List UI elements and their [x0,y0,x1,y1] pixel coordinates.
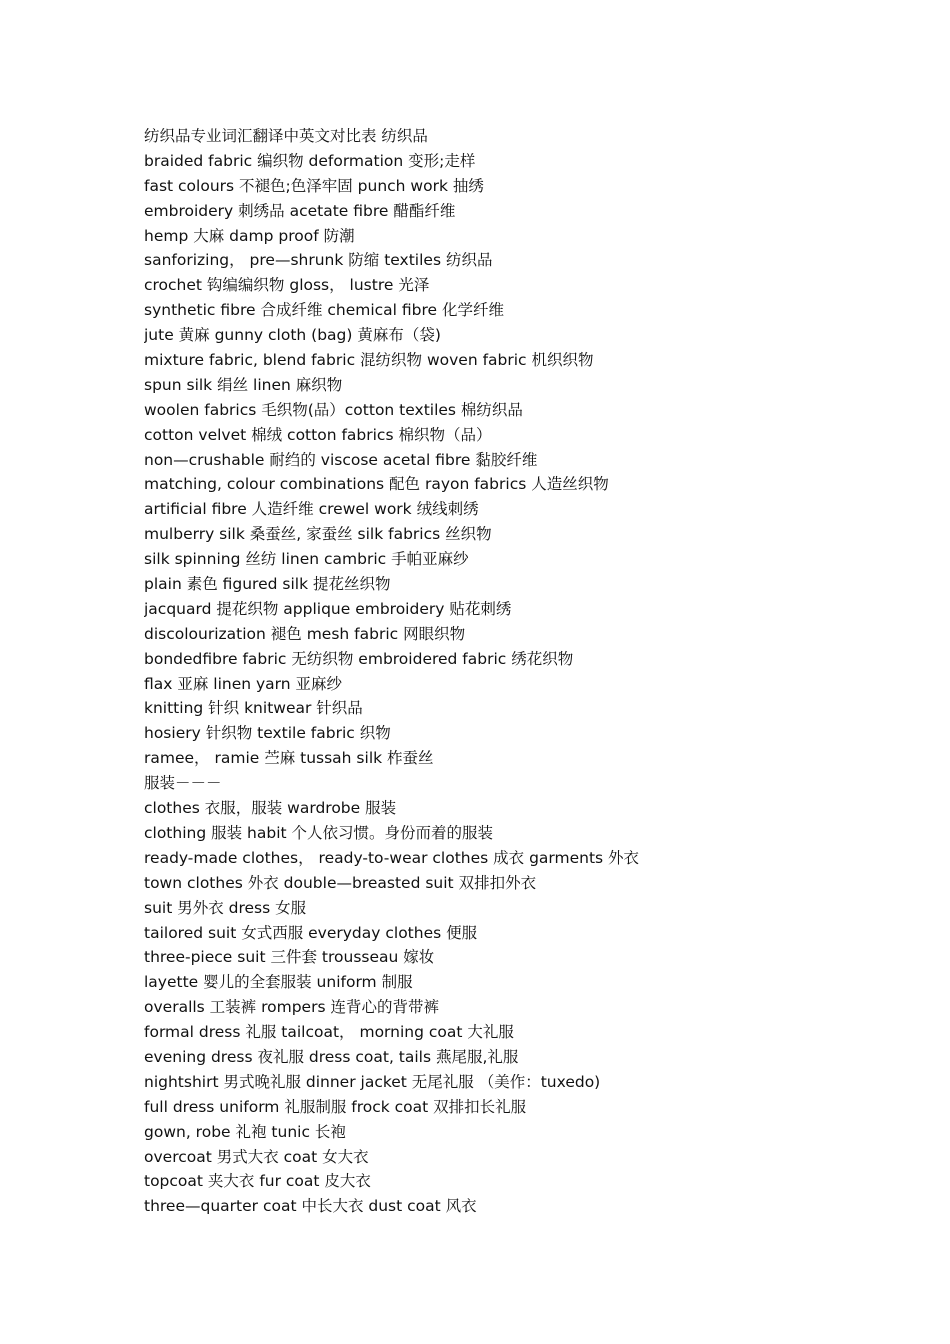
text-line: hemp 大麻 damp proof 防潮 [144,226,355,245]
text-line: silk spinning 丝纺 linen cambric 手帕亚麻纱 [144,550,469,569]
text-line: tailored suit 女式西服 everyday clothes 便服 [144,923,478,942]
text-line: artificial fibre 人造纤维 crewel work 绒线刺绣 [144,500,479,519]
text-line: clothes 衣服，服装 wardrobe 服装 [144,799,397,818]
text-line: braided fabric 编织物 deformation 变形;走样 [144,151,476,170]
text-line: woolen fabrics 毛织物(品）cotton textiles 棉纺织品 [144,400,523,419]
text-line: jacquard 提花织物 applique embroidery 贴花刺绣 [144,599,512,618]
text-line: nightshirt 男式晚礼服 dinner jacket 无尾礼服 （美作：tuxedo) [144,1072,601,1091]
text-line: synthetic fibre 合成纤维 chemical fibre 化学纤维 [144,301,505,320]
text-line: mulberry silk 桑蚕丝, 家蚕丝 silk fabrics 丝织物 [144,525,492,544]
text-line: three—quarter coat 中长大衣 dust coat 风衣 [144,1197,477,1216]
text-line: plain 素色 figured silk 提花丝织物 [144,575,391,594]
text-line: overalls 工装裤 rompers 连背心的背带裤 [144,998,439,1017]
text-line: overcoat 男式大衣 coat 女大衣 [144,1147,369,1166]
text-line: spun silk 绢丝 linen 麻织物 [144,375,343,394]
text-line: full dress uniform 礼服制服 frock coat 双排扣长礼服 [144,1097,527,1116]
text-line: topcoat 夹大衣 fur coat 皮大衣 [144,1172,371,1191]
text-line: evening dress 夜礼服 dress coat, tails 燕尾服,礼服 [144,1047,519,1066]
text-line: embroidery 刺绣品 acetate fibre 醋酯纤维 [144,201,456,220]
text-line: cotton velvet 棉绒 cotton fabrics 棉织物（品） [144,425,492,444]
text-line: sanforizing， pre—shrunk 防缩 textiles 纺织品 [144,251,493,270]
text-line: clothing 服装 habit 个人依习惯。身份而着的服装 [144,823,494,842]
text-line: ready-made clothes， ready-to-wear clothes 成衣 garments 外衣 [144,848,640,867]
text-line: flax 亚麻 linen yarn 亚麻纱 [144,674,343,693]
text-line: matching, colour combinations 配色 rayon fabrics 人造丝织物 [144,475,609,494]
text-line: hosiery 针织物 textile fabric 织物 [144,724,391,743]
text-line: suit 男外衣 dress 女服 [144,898,307,917]
text-line: jute 黄麻 gunny cloth (bag) 黄麻布（袋) [144,326,441,345]
section-heading: 服装－－－ [144,774,222,793]
text-line: ramee， ramie 苎麻 tussah silk 柞蚕丝 [144,749,434,768]
text-line: town clothes 外衣 double—breasted suit 双排扣外衣 [144,873,537,892]
text-line: layette 婴儿的全套服装 uniform 制服 [144,973,413,992]
text-line: fast colours 不褪色;色泽牢固 punch work 抽绣 [144,176,484,195]
text-line: gown, robe 礼袍 tunic 长袍 [144,1122,346,1141]
text-line: knitting 针织 knitwear 针织品 [144,699,363,718]
text-line: 纺织品专业词汇翻译中英文对比表 纺织品 [144,127,428,145]
text-line: three-piece suit 三件套 trousseau 嫁妆 [144,948,435,967]
text-line: non—crushable 耐绉的 viscose acetal fibre 黏胶纤维 [144,450,538,469]
text-line: formal dress 礼服 tailcoat， morning coat 大礼服 [144,1023,514,1042]
text-line: bondedfibre fabric 无纺织物 embroidered fabric 绣花织物 [144,649,574,668]
document-body [144,124,924,1219]
text-line: discolourization 褪色 mesh fabric 网眼织物 [144,624,466,643]
text-line: mixture fabric, blend fabric 混纺织物 woven fabric 机织织物 [144,351,594,370]
text-line: crochet 钩编编织物 gloss， lustre 光泽 [144,276,430,295]
